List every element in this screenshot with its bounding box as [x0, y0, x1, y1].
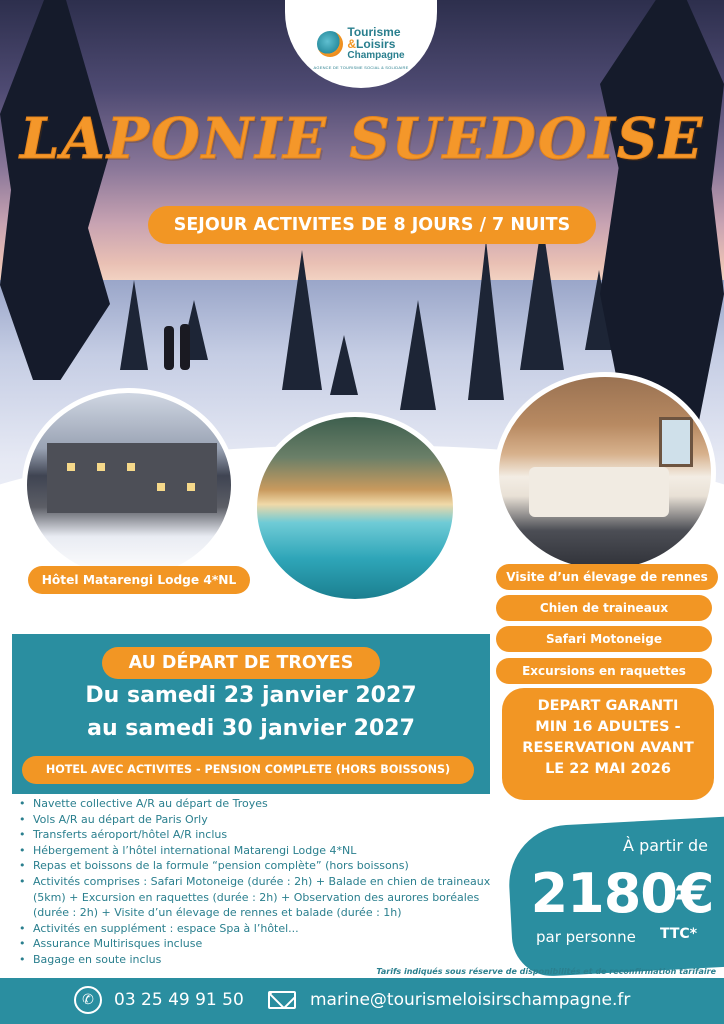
phone-number[interactable]: 03 25 49 91 50 — [114, 990, 244, 1010]
mail-icon — [268, 991, 296, 1009]
logo-amp: & — [347, 37, 357, 51]
bed-shape — [529, 467, 669, 517]
price-ttc: TTC* — [660, 926, 698, 942]
list-item: • Transferts aéroport/hôtel A/R inclus — [16, 827, 504, 843]
tree-shape — [400, 300, 436, 410]
list-item: • Bagage en soute inclus — [16, 952, 504, 968]
window-shape — [659, 417, 693, 467]
pension-badge: HOTEL AVEC ACTIVITES - PENSION COMPLETE (HORS BOISSONS) — [22, 756, 474, 784]
tree-shape — [600, 0, 724, 420]
window-light — [157, 483, 165, 491]
price-from: À partir de — [623, 836, 708, 855]
activity-badge-snowmobile: Safari Motoneige — [496, 626, 712, 652]
window-light — [127, 463, 135, 471]
tree-shape — [468, 240, 504, 400]
activity-badge-dogsled: Chien de traineaux — [496, 595, 712, 621]
tree-shape — [330, 335, 358, 395]
logo-line3: Champagne — [347, 50, 405, 61]
list-item: • Repas et boissons de la formule “pension complète” (hors boissons) — [16, 858, 504, 874]
room-photo — [494, 372, 716, 574]
email-address[interactable]: marine@tourismeloisirschampagne.fr — [310, 990, 631, 1010]
date-to: au samedi 30 janvier 2027 — [87, 716, 415, 741]
building-shape — [47, 443, 217, 513]
price-per-person: par personne — [536, 928, 636, 946]
list-item: • Activités comprises : Safari Motoneige (durée : 2h) + Balade en chien de traineaux (5km) + Excursion en raquettes (durée : 2h) + Observation des aurores boréales (durée : 2h) + Visite d’un élevage de rennes et balade (durée : 1h) — [16, 874, 504, 921]
guarantee-line2: MIN 16 ADULTES - — [535, 719, 681, 735]
departure-label: AU DÉPART DE TROYES — [102, 647, 380, 679]
activity-badge-reindeer: Visite d’un élevage de rennes — [496, 564, 718, 590]
tree-shape — [0, 0, 110, 380]
window-light — [97, 463, 105, 471]
list-item: • Hébergement à l’hôtel international Matarengi Lodge 4*NL — [16, 843, 504, 859]
phone-icon — [74, 986, 102, 1014]
list-item: • Assurance Multirisques incluse — [16, 936, 504, 952]
hotel-photo — [22, 388, 236, 582]
pool-photo — [252, 412, 458, 604]
list-item: • Vols A/R au départ de Paris Orly — [16, 812, 504, 828]
person-silhouette — [164, 326, 174, 370]
hotel-label: Hôtel Matarengi Lodge 4*NL — [28, 566, 250, 594]
disclaimer: Tarifs indiqués sous réserve de disponibilités et de reconfirmation tarifaire — [376, 967, 716, 976]
logo-line2: Loisirs — [356, 37, 396, 51]
subtitle-badge: SEJOUR ACTIVITES DE 8 JOURS / 7 NUITS — [148, 206, 596, 244]
globe-icon — [317, 31, 343, 57]
guarantee-line3: RESERVATION AVANT — [522, 740, 694, 756]
window-light — [187, 483, 195, 491]
activity-badge-snowshoe: Excursions en raquettes — [496, 658, 712, 684]
guarantee-box — [502, 688, 714, 800]
window-light — [67, 463, 75, 471]
date-from: Du samedi 23 janvier 2027 — [85, 683, 417, 708]
list-item: • Activités en supplément : espace Spa à l’hôtel... — [16, 921, 504, 937]
guarantee-line1: DEPART GARANTI — [537, 698, 679, 714]
list-item: • Navette collective A/R au départ de Troyes — [16, 796, 504, 812]
logo-tagline: AGENCE DE TOURISME SOCIAL & SOLIDAIRE — [313, 65, 409, 70]
page-title: LAPONIE SUEDOISE — [20, 106, 704, 172]
tree-shape — [120, 280, 148, 370]
person-silhouette — [180, 324, 190, 370]
logo-line1: Tourisme — [347, 25, 401, 39]
inclusions-list — [16, 796, 504, 968]
guarantee-line4: LE 22 MAI 2026 — [545, 761, 671, 777]
price-value: 2180€ — [530, 862, 714, 925]
tree-shape — [282, 250, 322, 390]
